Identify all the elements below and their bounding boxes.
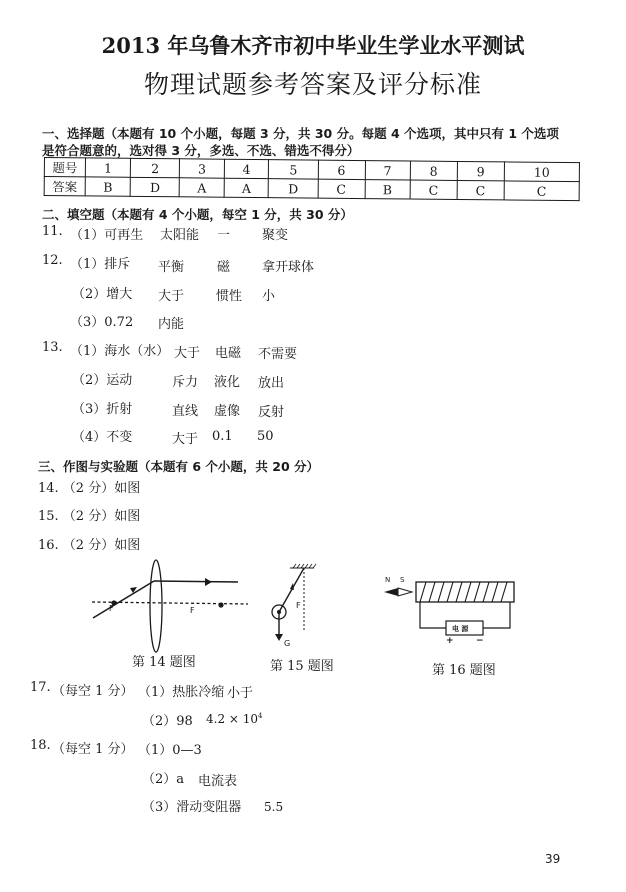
table-cell: C [504,181,579,201]
fig15-force-label: F [296,601,301,610]
fig14-focus-right-label: F [190,606,195,615]
q18-part1: （1）0—3 [138,743,202,758]
table-cell: 8 [410,161,457,180]
table-cell: 6 [318,160,365,179]
table-cell: 9 [457,161,504,180]
document-subtitle: 物理试题参考答案及评分标准 [143,70,482,99]
q12-p2-answer3: 小 [262,289,276,304]
q13-part4: （4）不变 [72,430,133,445]
q12-part1: （1）排斥 [70,257,131,272]
q18-p2-answer1: 电流表 [198,774,238,789]
fig16-north-label: N [385,576,391,584]
q12-p1-answer1: 平衡 [158,260,185,275]
q13-p4-answer3: 50 [257,429,274,444]
q17-p1-answer1: 小于 [227,686,254,701]
q13-p3-answer1: 直线 [172,404,199,419]
q13-p4-answer1: 大于 [172,432,199,447]
q11-answer3: 聚变 [262,228,289,243]
table-cell: C [318,179,365,198]
fig14-focus-left-label: F [109,604,114,613]
section2-heading: 二、填空题（本题有 4 个小题，每空 1 分，共 30 分） [42,207,353,222]
q18-part2: （2）a [142,772,185,787]
section1-heading-line1: 一、选择题（本题有 10 个小题，每题 3 分，共 30 分。每题 4 个选项，其中只有 1 个选项 [42,126,559,141]
fig16-minus-label: − [476,636,484,646]
table-cell: 3 [180,159,225,178]
fig16-plus-label: + [446,636,454,646]
table-cell: 1 [85,158,130,177]
q12-part3: （3）0.72 [70,315,134,330]
table-header-answer: 答案 [44,177,85,196]
q13-number: 13. [42,340,63,355]
table-cell: 4 [224,159,269,178]
table-cell: C [410,180,457,199]
table-cell: D [130,177,179,196]
table-cell: C [457,180,504,199]
q13-part2: （2）运动 [72,373,133,388]
q12-number: 12. [42,253,63,268]
table-cell: 2 [131,158,180,177]
q13-p2-answer3: 放出 [258,376,285,391]
table-cell: 7 [365,161,410,180]
fig14-caption: 第 14 题图 [132,655,196,670]
table-cell: D [269,179,318,198]
q13-part1: （1）海水（水） [70,344,170,359]
q13-p2-answer2: 液化 [214,375,241,390]
q18-p3-answer1: 5.5 [264,800,284,814]
fig15-gravity-label: G [284,639,291,648]
q17-score: （每空 1 分） [52,684,134,699]
fig16-solenoid-diagram [384,578,524,648]
q17-p2-answer1-base: 4.2 × 10 [206,712,259,726]
q14-line: 14. （2 分）如图 [38,481,141,496]
q17-p2-answer1-exponent: 4 [258,712,263,720]
q11-number: 11. [42,224,63,239]
q13-part3: （3）折射 [72,402,133,417]
q13-p4-answer2: 0.1 [212,429,233,444]
document-title: 2013 年乌鲁木齐市初中毕业生学业水平测试 [101,33,525,58]
q18-score: （每空 1 分） [52,742,134,757]
table-cell: A [179,178,224,197]
fig16-caption: 第 16 题图 [432,663,496,678]
section1-heading-line2: 是符合题意的，选对得 3 分，多选、不选、错选不得分） [42,143,360,158]
table-cell: 5 [269,160,318,179]
table-cell: B [365,180,410,199]
fig16-south-label: S [400,576,405,584]
q17-part2: （2）98 [142,714,193,729]
q16-line: 16. （2 分）如图 [38,538,141,553]
section3-heading: 三、作图与实验题（本题有 6 个小题，共 20 分） [38,459,320,474]
table-cell: B [85,177,130,196]
fig16-power-source-label: 电 源 [452,625,469,633]
q13-p1-answer1: 大于 [174,346,201,361]
q11-answer1: 太阳能 [160,228,200,243]
q15-line: 15. （2 分）如图 [38,509,141,524]
q18-part3: （3）滑动变阻器 [142,800,242,815]
q17-p2-answer1 [206,712,263,726]
q17-number: 17. [30,680,51,695]
q17-part1: （1）热胀冷缩 [138,685,225,700]
page-number: 39 [545,852,561,866]
table-header-number: 题号 [44,158,85,177]
table-cell: 10 [504,162,579,182]
q13-p3-answer2: 虚像 [214,404,241,419]
answer-table-row-answers [44,177,579,201]
q13-p1-answer2: 电磁 [215,346,242,361]
q13-p3-answer3: 反射 [258,405,285,420]
q12-part2: （2）增大 [72,287,133,302]
q18-number: 18. [30,738,51,753]
answer-table [44,157,580,201]
q12-p2-answer2: 惯性 [216,289,243,304]
q12-p1-answer2: 磁 [217,260,231,275]
q13-p1-answer3: 不需要 [258,347,298,362]
q12-p1-answer3: 拿开球体 [262,260,315,275]
fig15-caption: 第 15 题图 [270,659,334,674]
table-cell: A [224,178,269,197]
q11-part1: （1）可再生 [70,228,144,243]
q13-p2-answer1: 斥力 [172,375,199,390]
q12-p3-answer1: 内能 [158,317,185,332]
q12-p2-answer1: 大于 [158,289,185,304]
q11-answer2: 一 [217,228,231,243]
